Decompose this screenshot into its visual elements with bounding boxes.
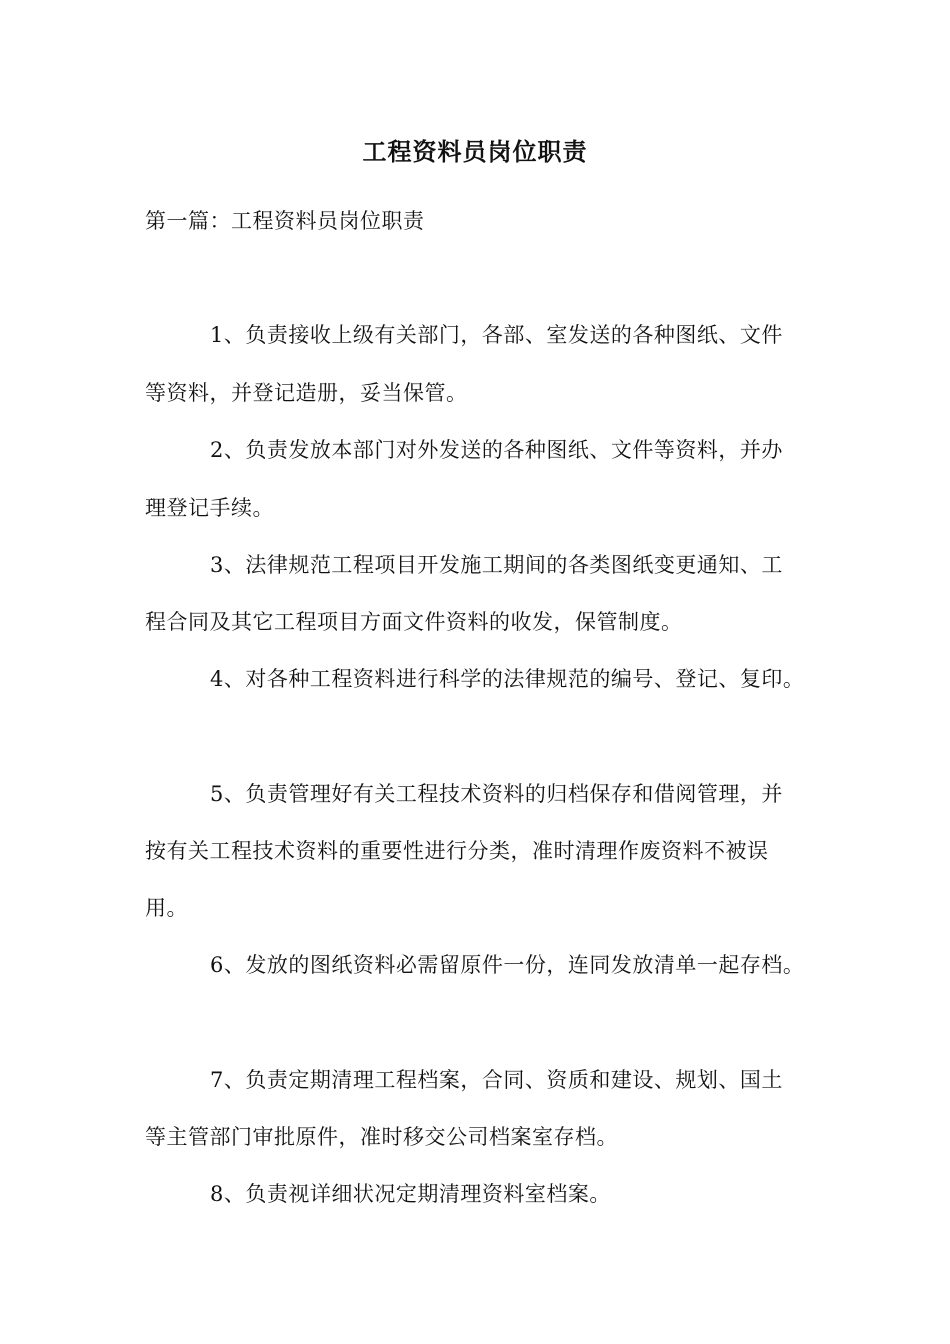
paragraph-5-line-3: 用。 <box>145 896 188 920</box>
paragraph-5-line-1: 5、负责管理好有关工程技术资料的归档保存和借阅管理，并 <box>210 782 783 806</box>
paragraph-2-line-1: 2、负责发放本部门对外发送的各种图纸、文件等资料，并办 <box>210 438 783 462</box>
paragraph-1-line-1: 1、负责接收上级有关部门，各部、室发送的各种图纸、文件 <box>210 323 783 347</box>
paragraph-3-line-1: 3、法律规范工程项目开发施工期间的各类图纸变更通知、工 <box>210 553 783 577</box>
paragraph-8-line-1: 8、负责视详细状况定期清理资料室档案。 <box>210 1182 611 1206</box>
paragraph-1-line-2: 等资料，并登记造册，妥当保管。 <box>145 381 468 405</box>
paragraph-6-line-1: 6、发放的图纸资料必需留原件一份，连同发放清单一起存档。 <box>210 953 805 977</box>
section-heading: 第一篇：工程资料员岗位职责 <box>145 209 425 233</box>
paragraph-7-line-2: 等主管部门审批原件，准时移交公司档案室存档。 <box>145 1125 618 1149</box>
paragraph-5-line-2: 按有关工程技术资料的重要性进行分类，准时清理作废资料不被误 <box>145 839 769 863</box>
document-title: 工程资料员岗位职责 <box>362 137 588 166</box>
paragraph-7-line-1: 7、负责定期清理工程档案，合同、资质和建设、规划、国土 <box>210 1068 783 1092</box>
paragraph-3-line-2: 程合同及其它工程项目方面文件资料的收发，保管制度。 <box>145 610 683 634</box>
paragraph-4-line-1: 4、对各种工程资料进行科学的法律规范的编号、登记、复印。 <box>210 667 805 691</box>
paragraph-2-line-2: 理登记手续。 <box>145 496 274 520</box>
